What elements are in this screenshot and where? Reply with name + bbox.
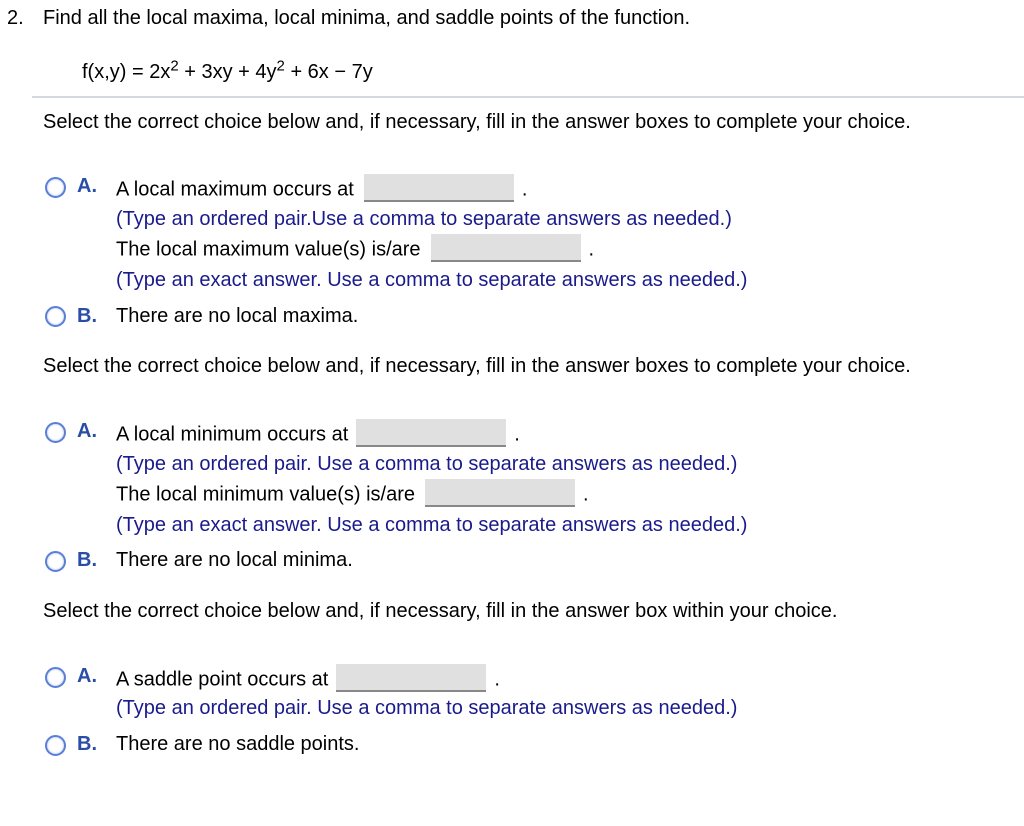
hint: (Type an ordered pair. Use a comma to separate answers as needed.) (116, 453, 738, 475)
function-formula (82, 57, 373, 84)
label: A local minimum occurs at (116, 423, 349, 446)
min-value-input[interactable] (425, 479, 575, 507)
question-number: 2. (7, 7, 24, 29)
radio-saddle-b[interactable] (45, 735, 66, 756)
question-prompt: Find all the local maxima, local minima, and saddle points of the function. (43, 7, 691, 29)
radio-max-b[interactable] (45, 306, 66, 327)
formula-part: + 6x − 7y (284, 61, 373, 83)
max-point-input[interactable] (364, 174, 514, 202)
formula-part: + 3xy + 4y (178, 61, 277, 83)
label: The local minimum value(s) is/are (116, 483, 415, 506)
period: . (588, 238, 595, 261)
choice-text: There are no saddle points. (116, 733, 360, 755)
exponent: 2 (170, 57, 179, 75)
period: . (521, 178, 528, 201)
choice-text (116, 481, 589, 509)
choice-letter: A. (77, 175, 97, 197)
hint: (Type an ordered pair.Use a comma to separate answers as needed.) (116, 208, 732, 230)
instruction: Select the correct choice below and, if necessary, fill in the answer box within your choice. (43, 600, 838, 622)
period: . (514, 423, 520, 446)
period: . (494, 668, 500, 691)
choice-letter: A. (77, 665, 97, 687)
divider (32, 96, 1024, 98)
max-value-input[interactable] (431, 234, 581, 262)
radio-min-b[interactable] (45, 551, 66, 572)
choice-text (116, 236, 594, 264)
exponent: 2 (276, 57, 285, 75)
label: A saddle point occurs at (116, 668, 329, 691)
choice-text (116, 421, 520, 449)
radio-min-a[interactable] (45, 422, 66, 443)
hint: (Type an exact answer. Use a comma to separate answers as needed.) (116, 269, 748, 291)
hint: (Type an ordered pair. Use a comma to separate answers as needed.) (116, 697, 738, 719)
label: A local maximum occurs at (116, 178, 354, 201)
period: . (582, 483, 589, 506)
choice-letter: B. (77, 305, 97, 327)
choice-text: There are no local minima. (116, 549, 353, 571)
saddle-point-input[interactable] (336, 664, 486, 692)
choice-text: There are no local maxima. (116, 305, 359, 327)
radio-saddle-a[interactable] (45, 667, 66, 688)
choice-text (116, 666, 500, 694)
instruction: Select the correct choice below and, if necessary, fill in the answer boxes to complete your choice. (43, 111, 911, 133)
choice-letter: B. (77, 549, 97, 571)
formula-part: f(x,y) = 2x (82, 61, 171, 83)
instruction: Select the correct choice below and, if necessary, fill in the answer boxes to complete your choice. (43, 355, 911, 377)
radio-max-a[interactable] (45, 177, 66, 198)
label: The local maximum value(s) is/are (116, 238, 421, 261)
hint: (Type an exact answer. Use a comma to separate answers as needed.) (116, 514, 748, 536)
min-point-input[interactable] (356, 419, 506, 447)
choice-letter: B. (77, 733, 97, 755)
choice-letter: A. (77, 420, 97, 442)
choice-text (116, 176, 527, 204)
